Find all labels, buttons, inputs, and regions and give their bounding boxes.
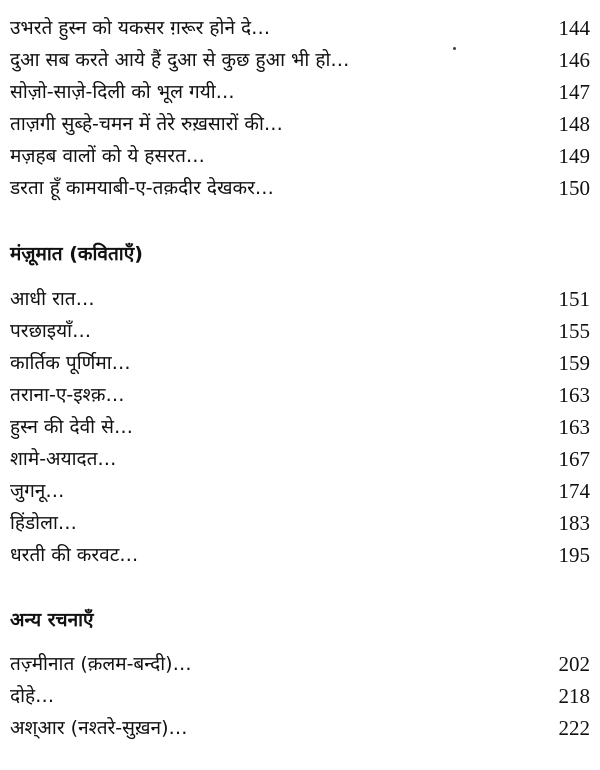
toc-entry-page-number: 195	[558, 543, 590, 567]
toc-entry-title: धरती की करवट…	[10, 544, 139, 566]
toc-entry-page-number: 183	[558, 511, 590, 535]
toc-entry-page-number: 163	[558, 415, 590, 439]
toc-entry[interactable]	[10, 12, 590, 44]
toc-entry-title: कार्तिक पूर्णिमा…	[10, 352, 131, 374]
toc-entry-page-number: 174	[558, 479, 590, 503]
toc-entry-page-number: 147	[558, 80, 590, 104]
toc-entry[interactable]	[10, 712, 590, 744]
toc-entry-page-number: 163	[558, 383, 590, 407]
section-heading: अन्य रचनाएँ	[10, 609, 94, 631]
toc-entry-title: उभरते हुस्न को यकसर ग़रूर होने दे…	[10, 17, 271, 39]
toc-entry-title: दोहे…	[10, 685, 55, 707]
toc-entry-title: ताज़गी सुब्हे-चमन में तेरे रुख़सारों की…	[10, 113, 283, 135]
toc-entry[interactable]	[10, 283, 590, 315]
toc-entry-page-number: 202	[558, 652, 590, 676]
toc-entry-page-number: 155	[558, 319, 590, 343]
toc-entry[interactable]	[10, 76, 590, 108]
toc-entry-page-number: 222	[558, 716, 590, 740]
toc-entry-title: जुगनू…	[10, 480, 65, 502]
toc-entry-title: परछाइयाँ…	[10, 320, 92, 342]
toc-entry[interactable]	[10, 443, 590, 475]
section-heading: मंज़ूमात (कविताएँ)	[10, 243, 143, 265]
toc-entry-title: अश्आर (नश्तरे-सुख़न)…	[10, 717, 188, 739]
stray-dot-mark	[453, 47, 456, 50]
toc-entry[interactable]	[10, 379, 590, 411]
toc-entry-page-number: 148	[558, 112, 590, 136]
toc-entry-page-number: 218	[558, 684, 590, 708]
toc-entry-page-number: 150	[558, 176, 590, 200]
toc-entry[interactable]	[10, 347, 590, 379]
toc-entry-title: सोज़ो-साज़े-दिली को भूल गयी…	[10, 81, 235, 103]
toc-entry[interactable]	[10, 475, 590, 507]
toc-entry-title: तज़्मीनात (क़लम-बन्दी)…	[10, 653, 192, 675]
toc-entry[interactable]	[10, 140, 590, 172]
toc-entry-title: दुआ सब करते आये हैं दुआ से कुछ हुआ भी हो…	[10, 49, 350, 71]
toc-entry[interactable]	[10, 315, 590, 347]
toc-entry-title: डरता हूँ कामयाबी-ए-तक़दीर देखकर…	[10, 177, 274, 199]
toc-entry[interactable]	[10, 44, 590, 76]
toc-entry[interactable]	[10, 539, 590, 571]
toc-entry-title: शामे-अयादत…	[10, 448, 117, 470]
toc-entry[interactable]	[10, 411, 590, 443]
toc-entry[interactable]	[10, 172, 590, 204]
toc-entry-page-number: 149	[558, 144, 590, 168]
toc-entry-page-number: 151	[558, 287, 590, 311]
toc-entry-page-number: 159	[558, 351, 590, 375]
toc-entry-page-number: 167	[558, 447, 590, 471]
toc-entry[interactable]	[10, 108, 590, 140]
toc-entry-title: हुस्न की देवी से…	[10, 416, 133, 438]
toc-entry-title: हिंडोला…	[10, 512, 77, 534]
toc-entry-title: तराना-ए-इश्क़…	[10, 384, 125, 406]
toc-entry[interactable]	[10, 507, 590, 539]
toc-entry-page-number: 146	[558, 48, 590, 72]
toc-entry[interactable]	[10, 648, 590, 680]
toc-entry-page-number: 144	[558, 16, 590, 40]
toc-entry[interactable]	[10, 680, 590, 712]
toc-entry-title: आधी रात…	[10, 288, 95, 310]
toc-entry-title: मज़हब वालों को ये हसरत…	[10, 145, 205, 167]
